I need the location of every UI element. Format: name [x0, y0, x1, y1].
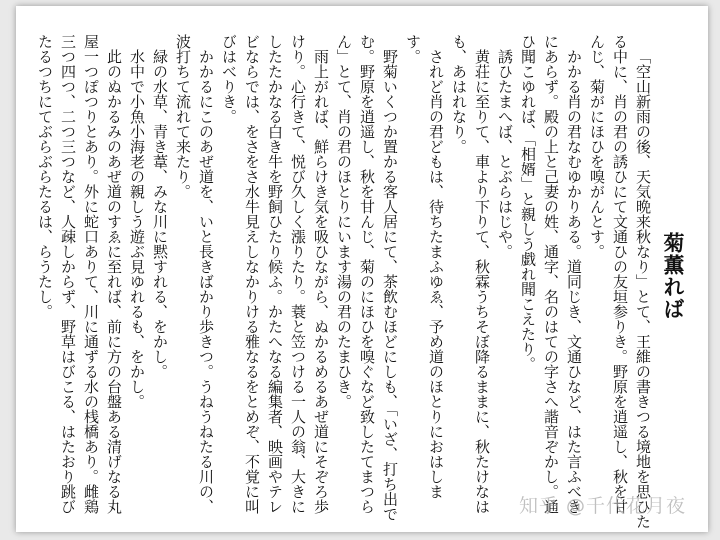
text-column: けり。心行きて、悦び久しく漲りたり。蓑と笠つける一人の翁、大きに [289, 34, 307, 514]
text-column: したたかなる白き牛を野飼ひたり候ふ。かたへなる編集者、映画やテレ [266, 34, 284, 514]
text-column: る中に、肖の君の誘ひにて文通ひの友垣参りき。野原を逍遥し、秋を甘 [611, 34, 629, 514]
text-column: 誘ひたまへば、とぶらはじや。 [496, 49, 514, 259]
text-column: たるつちにてぶらぶらたるは、らうたし。 [36, 34, 54, 319]
text-column: かかるにこのあぜ道を、いと長きばかり歩きつ。うねうねたる川の、 [197, 49, 215, 514]
document-title: 菊薫れば [661, 232, 685, 320]
text-column: 雨上がれば、鮮らけき気を吸ひながら、ぬかるめるあぜ道にそぞろ歩 [312, 49, 330, 514]
text-column: されど肖の君どもは、待ちたまふゆゑ、予め道のほとりにおはしま [427, 49, 445, 499]
text-column: びはべりき。 [220, 34, 238, 124]
text-column: 波打ちて流れて来たり。 [174, 34, 192, 199]
text-column: ビならでは、をさをさ水牛見えしなかりける雅なるをとめぞ、不覚に叫 [243, 34, 261, 514]
text-column: 水中で小魚小海老の親しう遊ぶ見ゆれるも、をかし。 [128, 49, 146, 409]
text-column: 野菊いくつか置かる客人居にて、茶飲むほどにしも、「いざ、打ち出で [381, 49, 399, 522]
text-column: む。野原を逍遥し、秋を甘んじ、菊のにほひを嗅ぐなど致したてまつら [358, 34, 376, 514]
text-column: ん」とて、肖の君のほとりにいます湯の君のたまひき。 [335, 34, 353, 409]
text-column: 「空山新雨の後、天気晩来秋なり」とて、王維の書きつる境地を思ひた [634, 49, 652, 529]
text-column: かかる肖の君なむゆかりある。道同じき、文通ひなど、はた言ふべき [565, 49, 583, 514]
text-column: 三つ四つ、二つ三つなど、人疎しからず、野草はびこる、はたおり跳び [59, 34, 77, 514]
text-column: 黄荘に至りて、車より下りて、秋霖うちそぼ降るままに、秋たけなは [473, 49, 491, 514]
text-column: 屋一つぽつりとあり。外に蛇口ありて、川に通ずる水の桟橋あり。雌鶏 [82, 34, 100, 514]
text-column: にあらず。殿の上と己妻の姓、通字、名のはての字さへ諧音ぞかし。通 [542, 34, 560, 514]
watermark: 知乎 @千代花月夜 [518, 495, 686, 517]
text-column: 此のぬかるみのあぜ道のすゑに至れば、前に方の台盤ある清げなる丸 [105, 49, 123, 514]
vertical-text-body [33, 34, 688, 529]
text-column: ひ聞こゆれば、「相婿」と親しう戯れ聞こえたり。 [519, 34, 537, 372]
text-column: んじ、菊がにほひを嗅がんとす。 [588, 34, 606, 259]
text-column: も、あはれなり。 [450, 34, 468, 154]
document-page [16, 6, 708, 532]
text-column: す。 [404, 34, 422, 64]
text-column: 緑の水草、青き葦、みな川に黙すれる、をかし。 [151, 49, 169, 379]
